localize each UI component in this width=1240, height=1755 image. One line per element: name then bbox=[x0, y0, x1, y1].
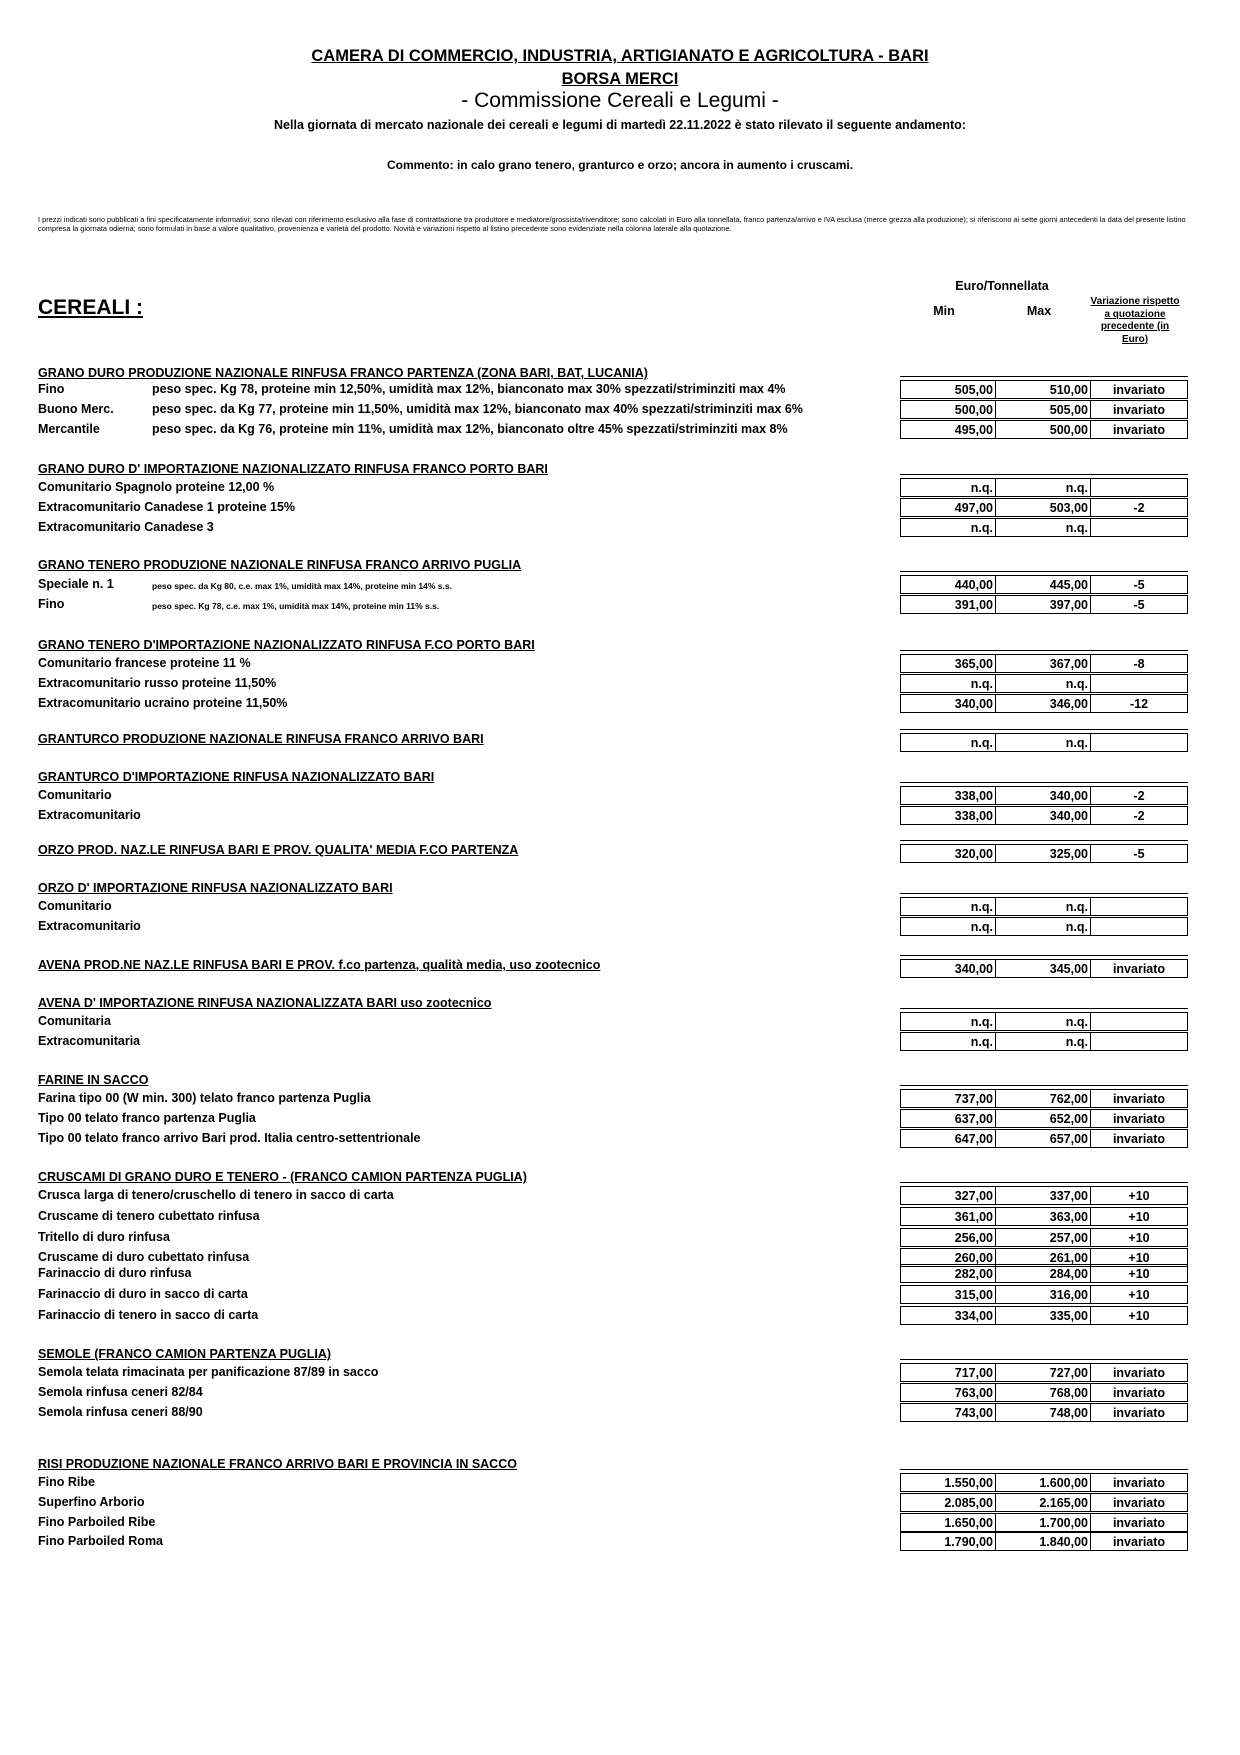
min-price: n.q. bbox=[901, 519, 996, 536]
price-variation: -5 bbox=[1133, 578, 1145, 592]
price-variation: invariato bbox=[1112, 403, 1166, 417]
product-label: Fino Parboiled Roma bbox=[38, 1534, 164, 1548]
section-title-text: ORZO PROD. NAZ.LE RINFUSA BARI E PROV. QUALITA' MEDIA F.CO PARTENZA bbox=[38, 843, 519, 857]
product-label: Mercantile bbox=[38, 422, 100, 436]
max-price: 445,00 bbox=[996, 576, 1091, 593]
product-label: Fino Ribe bbox=[38, 1475, 95, 1489]
price-variation bbox=[1091, 898, 1187, 915]
price-variation: +10 bbox=[1128, 1288, 1150, 1302]
min-price: 500,00 bbox=[901, 401, 996, 418]
min-price: 440,00 bbox=[901, 576, 996, 593]
price-variation: +10 bbox=[1128, 1231, 1150, 1245]
max-price: 367,00 bbox=[996, 655, 1091, 672]
section-title-note: f.co partenza, qualità media, uso zootecnico bbox=[335, 958, 601, 972]
price-cells bbox=[900, 400, 1188, 419]
price-variation: invariato bbox=[1112, 1092, 1166, 1106]
max-price: 345,00 bbox=[996, 960, 1091, 977]
price-row bbox=[38, 1403, 1188, 1422]
price-cells bbox=[900, 595, 1188, 614]
max-price: 340,00 bbox=[996, 807, 1091, 824]
price-cells bbox=[900, 1306, 1188, 1325]
max-price: n.q. bbox=[996, 519, 1091, 536]
price-cells bbox=[900, 478, 1188, 497]
price-row bbox=[38, 1186, 1188, 1205]
section-title-text: GRANTURCO D'IMPORTAZIONE RINFUSA NAZIONALIZZATO BARI bbox=[38, 770, 435, 784]
max-price: 257,00 bbox=[996, 1229, 1091, 1246]
price-row bbox=[38, 1207, 1188, 1226]
max-price: 284,00 bbox=[996, 1265, 1091, 1282]
table-separator bbox=[900, 893, 1188, 894]
price-cells bbox=[900, 380, 1188, 399]
product-label: Crusca larga di tenero/cruschello di tenero in sacco di carta bbox=[38, 1188, 394, 1202]
min-price: 495,00 bbox=[901, 421, 996, 438]
price-row bbox=[38, 1473, 1188, 1492]
section-title bbox=[38, 638, 535, 652]
price-cells bbox=[900, 1493, 1188, 1512]
price-cells bbox=[900, 806, 1188, 825]
max-price: 2.165,00 bbox=[996, 1494, 1091, 1511]
product-label: Comunitario Spagnolo proteine 12,00 % bbox=[38, 480, 275, 494]
min-price: n.q. bbox=[901, 918, 996, 935]
max-price: 1.700,00 bbox=[996, 1514, 1091, 1531]
price-row bbox=[38, 654, 1188, 673]
max-price: 727,00 bbox=[996, 1364, 1091, 1381]
price-row bbox=[38, 478, 1188, 497]
max-price: 363,00 bbox=[996, 1208, 1091, 1225]
price-variation bbox=[1091, 1033, 1187, 1050]
section-title-text: GRANO TENERO D'IMPORTAZIONE NAZIONALIZZATO RINFUSA F.CO PORTO BARI bbox=[38, 638, 535, 652]
disclaimer-text: I prezzi indicati sono pubblicati a fini specificatamente informativi; sono rilevati con riferimento esclusivo alla fase di contrattazione tra produttore e mediatore/grossista/rivenditore; sono calcolati in Euro alla tonnellata, franco partenza/arrivo e IVA esclusa (merce grezza alla produzione); si riferiscono ai sette giorni antecedenti la data del presente listino compresa la giornata odierna; sono formulati in base a valore qualitativo, provenienza e varietà del prodotto. Novità e variazioni rispetto al listino precedente sono evidenziate nella colonna laterale alla quotazione. bbox=[38, 215, 1186, 233]
variation-column-header: Variazione rispetto a quotazione precedente (in Euro) bbox=[1090, 296, 1180, 345]
price-cells bbox=[900, 1403, 1188, 1422]
max-price: 346,00 bbox=[996, 695, 1091, 712]
price-cells bbox=[900, 1129, 1188, 1148]
price-variation bbox=[1091, 675, 1187, 692]
min-price: 340,00 bbox=[901, 960, 996, 977]
product-label: Farinaccio di duro rinfusa bbox=[38, 1266, 192, 1280]
section-title bbox=[38, 558, 521, 572]
product-label: Comunitaria bbox=[38, 1014, 111, 1028]
price-cells bbox=[900, 1285, 1188, 1304]
max-price: n.q. bbox=[996, 1033, 1091, 1050]
min-price: n.q. bbox=[901, 734, 996, 751]
price-row bbox=[38, 1383, 1188, 1402]
product-label: Extracomunitario bbox=[38, 919, 141, 933]
price-row bbox=[38, 917, 1188, 936]
price-row bbox=[38, 400, 1188, 419]
min-price: 334,00 bbox=[901, 1307, 996, 1324]
product-label: Farinaccio di tenero in sacco di carta bbox=[38, 1308, 259, 1322]
price-row bbox=[38, 844, 1188, 863]
table-separator bbox=[900, 474, 1188, 475]
max-price: 510,00 bbox=[996, 381, 1091, 398]
price-variation: -2 bbox=[1133, 789, 1145, 803]
max-price: 335,00 bbox=[996, 1307, 1091, 1324]
price-cells bbox=[900, 420, 1188, 439]
product-label: Semola telata rimacinata per panificazione 87/89 in sacco bbox=[38, 1365, 379, 1379]
price-variation bbox=[1091, 1013, 1187, 1030]
price-variation: +10 bbox=[1128, 1189, 1150, 1203]
max-price: 657,00 bbox=[996, 1130, 1091, 1147]
price-variation: invariato bbox=[1112, 1366, 1166, 1380]
table-separator bbox=[900, 1469, 1188, 1470]
min-price: 315,00 bbox=[901, 1286, 996, 1303]
price-row bbox=[38, 1012, 1188, 1031]
table-separator bbox=[900, 1008, 1188, 1009]
max-price: n.q. bbox=[996, 898, 1091, 915]
product-label: Fino Parboiled Ribe bbox=[38, 1515, 156, 1529]
min-price: 391,00 bbox=[901, 596, 996, 613]
price-variation: invariato bbox=[1112, 1112, 1166, 1126]
min-price: 365,00 bbox=[901, 655, 996, 672]
product-label: Extracomunitario Canadese 3 bbox=[38, 520, 214, 534]
max-price: n.q. bbox=[996, 675, 1091, 692]
price-cells bbox=[900, 694, 1188, 713]
section-title-text: AVENA D' IMPORTAZIONE RINFUSA NAZIONALIZZATA BARI uso zootecnico bbox=[38, 996, 492, 1010]
price-cells bbox=[900, 575, 1188, 594]
max-column-header: Max bbox=[1026, 304, 1052, 318]
price-cells bbox=[900, 1383, 1188, 1402]
product-label: Extracomunitario Canadese 1 proteine 15% bbox=[38, 500, 296, 514]
price-variation bbox=[1091, 479, 1187, 496]
product-label: Superfino Arborio bbox=[38, 1495, 145, 1509]
product-label: Semola rinfusa ceneri 88/90 bbox=[38, 1405, 203, 1419]
section-title-text: CRUSCAMI DI GRANO DURO E TENERO - (FRANCO CAMION PARTENZA PUGLIA) bbox=[38, 1170, 527, 1184]
min-price: 763,00 bbox=[901, 1384, 996, 1401]
min-price: 338,00 bbox=[901, 807, 996, 824]
product-spec: peso spec. Kg 78, proteine min 12,50%, umidità max 12%, bianconato max 30% spezzati/striminziti max 4% bbox=[152, 382, 786, 396]
min-price: 737,00 bbox=[901, 1090, 996, 1107]
price-cells bbox=[900, 733, 1188, 752]
product-label: Comunitario bbox=[38, 899, 112, 913]
price-row bbox=[38, 1285, 1188, 1304]
min-price: 2.085,00 bbox=[901, 1494, 996, 1511]
price-row bbox=[38, 518, 1188, 537]
price-cells bbox=[900, 1207, 1188, 1226]
min-price: 1.650,00 bbox=[901, 1514, 996, 1531]
section-title bbox=[38, 1347, 331, 1361]
price-cells bbox=[900, 1513, 1188, 1532]
table-separator bbox=[900, 1182, 1188, 1183]
max-price: 325,00 bbox=[996, 845, 1091, 862]
price-variation: invariato bbox=[1112, 1516, 1166, 1530]
max-price: n.q. bbox=[996, 479, 1091, 496]
price-row bbox=[38, 420, 1188, 439]
price-variation bbox=[1091, 519, 1187, 536]
product-label: Farina tipo 00 (W min. 300) telato franco partenza Puglia bbox=[38, 1091, 371, 1105]
product-label: Comunitario bbox=[38, 788, 112, 802]
price-cells bbox=[900, 1363, 1188, 1382]
market-intro: Nella giornata di mercato nazionale dei cereali e legumi di martedì 22.11.2022 è stato rilevato il seguente andamento: bbox=[274, 118, 966, 132]
price-variation: +10 bbox=[1128, 1210, 1150, 1224]
min-price: 743,00 bbox=[901, 1404, 996, 1421]
price-cells bbox=[900, 654, 1188, 673]
max-price: 505,00 bbox=[996, 401, 1091, 418]
section-title-text: GRANTURCO PRODUZIONE NAZIONALE RINFUSA FRANCO ARRIVO BARI bbox=[38, 732, 484, 746]
max-price: 337,00 bbox=[996, 1187, 1091, 1204]
max-price: 1.600,00 bbox=[996, 1474, 1091, 1491]
commission-title: - Commissione Cereali e Legumi - bbox=[461, 89, 779, 112]
max-price: 261,00 bbox=[996, 1249, 1091, 1266]
min-price: 260,00 bbox=[901, 1249, 996, 1266]
section-title-text: GRANO DURO PRODUZIONE NAZIONALE RINFUSA FRANCO PARTENZA (ZONA BARI, BAT, LUCANIA) bbox=[38, 366, 648, 380]
price-row bbox=[38, 674, 1188, 693]
max-price: n.q. bbox=[996, 734, 1091, 751]
exchange-title: BORSA MERCI bbox=[561, 70, 679, 88]
min-price: n.q. bbox=[901, 675, 996, 692]
price-variation: +10 bbox=[1128, 1309, 1150, 1323]
price-variation: invariato bbox=[1112, 1496, 1166, 1510]
section-title bbox=[38, 881, 393, 895]
section-title bbox=[38, 770, 434, 784]
section-title bbox=[38, 462, 548, 476]
price-cells bbox=[900, 1228, 1188, 1247]
table-separator bbox=[900, 376, 1188, 377]
product-label: Fino bbox=[38, 597, 65, 611]
price-variation: +10 bbox=[1128, 1267, 1150, 1281]
price-row bbox=[38, 595, 1188, 614]
max-price: 397,00 bbox=[996, 596, 1091, 613]
section-title-text: ORZO D' IMPORTAZIONE RINFUSA NAZIONALIZZATO BARI bbox=[38, 881, 393, 895]
price-cells bbox=[900, 959, 1188, 978]
max-price: 503,00 bbox=[996, 499, 1091, 516]
table-separator bbox=[900, 729, 1188, 730]
product-spec: peso spec. Kg 78, c.e. max 1%, umidità max 14%, proteine min 11% s.s. bbox=[152, 601, 440, 611]
product-label: Speciale n. 1 bbox=[38, 577, 114, 591]
product-label: Extracomunitaria bbox=[38, 1034, 141, 1048]
price-cells bbox=[900, 1109, 1188, 1128]
section-heading: CEREALI : bbox=[38, 296, 143, 319]
min-price: 505,00 bbox=[901, 381, 996, 398]
price-cells bbox=[900, 674, 1188, 693]
price-variation: invariato bbox=[1112, 1406, 1166, 1420]
price-cells bbox=[900, 498, 1188, 517]
price-row bbox=[38, 498, 1188, 517]
price-row bbox=[38, 1532, 1188, 1551]
price-variation: -12 bbox=[1129, 697, 1149, 711]
price-row bbox=[38, 1109, 1188, 1128]
price-row bbox=[38, 1264, 1188, 1283]
price-cells bbox=[900, 518, 1188, 537]
price-cells bbox=[900, 1032, 1188, 1051]
min-price: n.q. bbox=[901, 1033, 996, 1050]
min-price: n.q. bbox=[901, 479, 996, 496]
price-cells bbox=[900, 1012, 1188, 1031]
min-price: 647,00 bbox=[901, 1130, 996, 1147]
price-variation: invariato bbox=[1112, 962, 1166, 976]
section-title-text: GRANO DURO D' IMPORTAZIONE NAZIONALIZZATO RINFUSA FRANCO PORTO BARI bbox=[38, 462, 548, 476]
price-variation: invariato bbox=[1112, 423, 1166, 437]
section-title bbox=[38, 1073, 148, 1087]
product-label: Cruscame di tenero cubettato rinfusa bbox=[38, 1209, 260, 1223]
product-spec: peso spec. da Kg 80, c.e. max 1%, umidità max 14%, proteine min 14% s.s. bbox=[152, 581, 452, 591]
product-spec: peso spec. da Kg 77, proteine min 11,50%, umidità max 12%, bianconato max 40% spezzati/striminziti max 6% bbox=[152, 402, 803, 416]
price-row bbox=[38, 733, 1188, 752]
product-label: Comunitario francese proteine 11 % bbox=[38, 656, 251, 670]
table-separator bbox=[900, 650, 1188, 651]
price-variation: +10 bbox=[1128, 1251, 1150, 1265]
section-title-text: AVENA PROD.NE NAZ.LE RINFUSA BARI E PROV. bbox=[38, 958, 336, 972]
min-price: 717,00 bbox=[901, 1364, 996, 1381]
max-price: 748,00 bbox=[996, 1404, 1091, 1421]
min-price: 497,00 bbox=[901, 499, 996, 516]
min-price: 338,00 bbox=[901, 787, 996, 804]
chamber-title: CAMERA DI COMMERCIO, INDUSTRIA, ARTIGIANATO E AGRICOLTURA - BARI bbox=[311, 47, 929, 65]
product-label: Tipo 00 telato franco partenza Puglia bbox=[38, 1111, 256, 1125]
product-label: Farinaccio di duro in sacco di carta bbox=[38, 1287, 248, 1301]
price-variation: -2 bbox=[1133, 501, 1145, 515]
max-price: 340,00 bbox=[996, 787, 1091, 804]
price-row bbox=[38, 1089, 1188, 1108]
table-separator bbox=[900, 1359, 1188, 1360]
min-price: 327,00 bbox=[901, 1187, 996, 1204]
price-variation: -5 bbox=[1133, 847, 1145, 861]
price-variation: -5 bbox=[1133, 598, 1145, 612]
min-price: 361,00 bbox=[901, 1208, 996, 1225]
price-row bbox=[38, 1032, 1188, 1051]
price-row bbox=[38, 1363, 1188, 1382]
price-cells bbox=[900, 1473, 1188, 1492]
section-title bbox=[38, 366, 648, 380]
max-price: 762,00 bbox=[996, 1090, 1091, 1107]
price-variation bbox=[1091, 918, 1187, 935]
price-variation: invariato bbox=[1112, 1535, 1166, 1549]
section-title bbox=[38, 1170, 527, 1184]
max-price: 768,00 bbox=[996, 1384, 1091, 1401]
price-cells bbox=[900, 1264, 1188, 1283]
price-row bbox=[38, 1228, 1188, 1247]
price-variation: -2 bbox=[1133, 809, 1145, 823]
price-cells bbox=[900, 844, 1188, 863]
market-comment: Commento: in calo grano tenero, granturco e orzo; ancora in aumento i cruscami. bbox=[386, 158, 854, 172]
min-price: 1.790,00 bbox=[901, 1533, 996, 1550]
price-variation: invariato bbox=[1112, 1476, 1166, 1490]
price-row bbox=[38, 380, 1188, 399]
price-variation: invariato bbox=[1112, 383, 1166, 397]
price-cells bbox=[900, 786, 1188, 805]
max-price: n.q. bbox=[996, 1013, 1091, 1030]
max-price: 1.840,00 bbox=[996, 1533, 1091, 1550]
table-separator bbox=[900, 782, 1188, 783]
product-label: Semola rinfusa ceneri 82/84 bbox=[38, 1385, 203, 1399]
product-label: Extracomunitario bbox=[38, 808, 141, 822]
price-variation: -8 bbox=[1133, 657, 1145, 671]
price-row bbox=[38, 1306, 1188, 1325]
min-price: 320,00 bbox=[901, 845, 996, 862]
section-title-text: SEMOLE (FRANCO CAMION PARTENZA PUGLIA) bbox=[38, 1347, 332, 1361]
section-title-text: FARINE IN SACCO bbox=[38, 1073, 149, 1087]
min-price: 637,00 bbox=[901, 1110, 996, 1127]
table-separator bbox=[900, 840, 1188, 841]
product-label: Tipo 00 telato franco arrivo Bari prod. Italia centro-settentrionale bbox=[38, 1131, 421, 1145]
min-price: 256,00 bbox=[901, 1229, 996, 1246]
price-cells bbox=[900, 1532, 1188, 1551]
price-row bbox=[38, 1129, 1188, 1148]
price-row bbox=[38, 575, 1188, 594]
price-cells bbox=[900, 1186, 1188, 1205]
product-spec: peso spec. da Kg 76, proteine min 11%, umidità max 12%, bianconato oltre 45% spezzati/striminziti max 8% bbox=[152, 422, 788, 436]
section-title bbox=[38, 996, 491, 1010]
min-price: 282,00 bbox=[901, 1265, 996, 1282]
product-label: Extracomunitario ucraino proteine 11,50% bbox=[38, 696, 288, 710]
max-price: 652,00 bbox=[996, 1110, 1091, 1127]
price-cells bbox=[900, 917, 1188, 936]
price-cells bbox=[900, 897, 1188, 916]
price-row bbox=[38, 786, 1188, 805]
product-label: Extracomunitario russo proteine 11,50% bbox=[38, 676, 277, 690]
product-label: Tritello di duro rinfusa bbox=[38, 1230, 170, 1244]
max-price: n.q. bbox=[996, 918, 1091, 935]
product-label: Buono Merc. bbox=[38, 402, 114, 416]
min-column-header: Min bbox=[933, 304, 955, 318]
min-price: 340,00 bbox=[901, 695, 996, 712]
price-row bbox=[38, 1513, 1188, 1532]
min-price: n.q. bbox=[901, 1013, 996, 1030]
product-label: Cruscame di duro cubettato rinfusa bbox=[38, 1250, 250, 1264]
price-variation bbox=[1091, 734, 1187, 751]
price-cells bbox=[900, 1089, 1188, 1108]
price-variation: invariato bbox=[1112, 1132, 1166, 1146]
table-separator bbox=[900, 571, 1188, 572]
section-title bbox=[38, 1457, 517, 1471]
price-row bbox=[38, 897, 1188, 916]
section-title-text: GRANO TENERO PRODUZIONE NAZIONALE RINFUSA FRANCO ARRIVO PUGLIA bbox=[38, 558, 522, 572]
min-price: 1.550,00 bbox=[901, 1474, 996, 1491]
max-price: 316,00 bbox=[996, 1286, 1091, 1303]
product-label: Fino bbox=[38, 382, 65, 396]
table-separator bbox=[900, 955, 1188, 956]
min-price: n.q. bbox=[901, 898, 996, 915]
price-row bbox=[38, 959, 1188, 978]
price-row bbox=[38, 694, 1188, 713]
table-separator bbox=[900, 1085, 1188, 1086]
price-row bbox=[38, 806, 1188, 825]
price-row bbox=[38, 1493, 1188, 1512]
max-price: 500,00 bbox=[996, 421, 1091, 438]
section-title-text: RISI PRODUZIONE NAZIONALE FRANCO ARRIVO BARI E PROVINCIA IN SACCO bbox=[38, 1457, 517, 1471]
unit-label: Euro/Tonnellata bbox=[955, 279, 1049, 293]
price-variation: invariato bbox=[1112, 1386, 1166, 1400]
